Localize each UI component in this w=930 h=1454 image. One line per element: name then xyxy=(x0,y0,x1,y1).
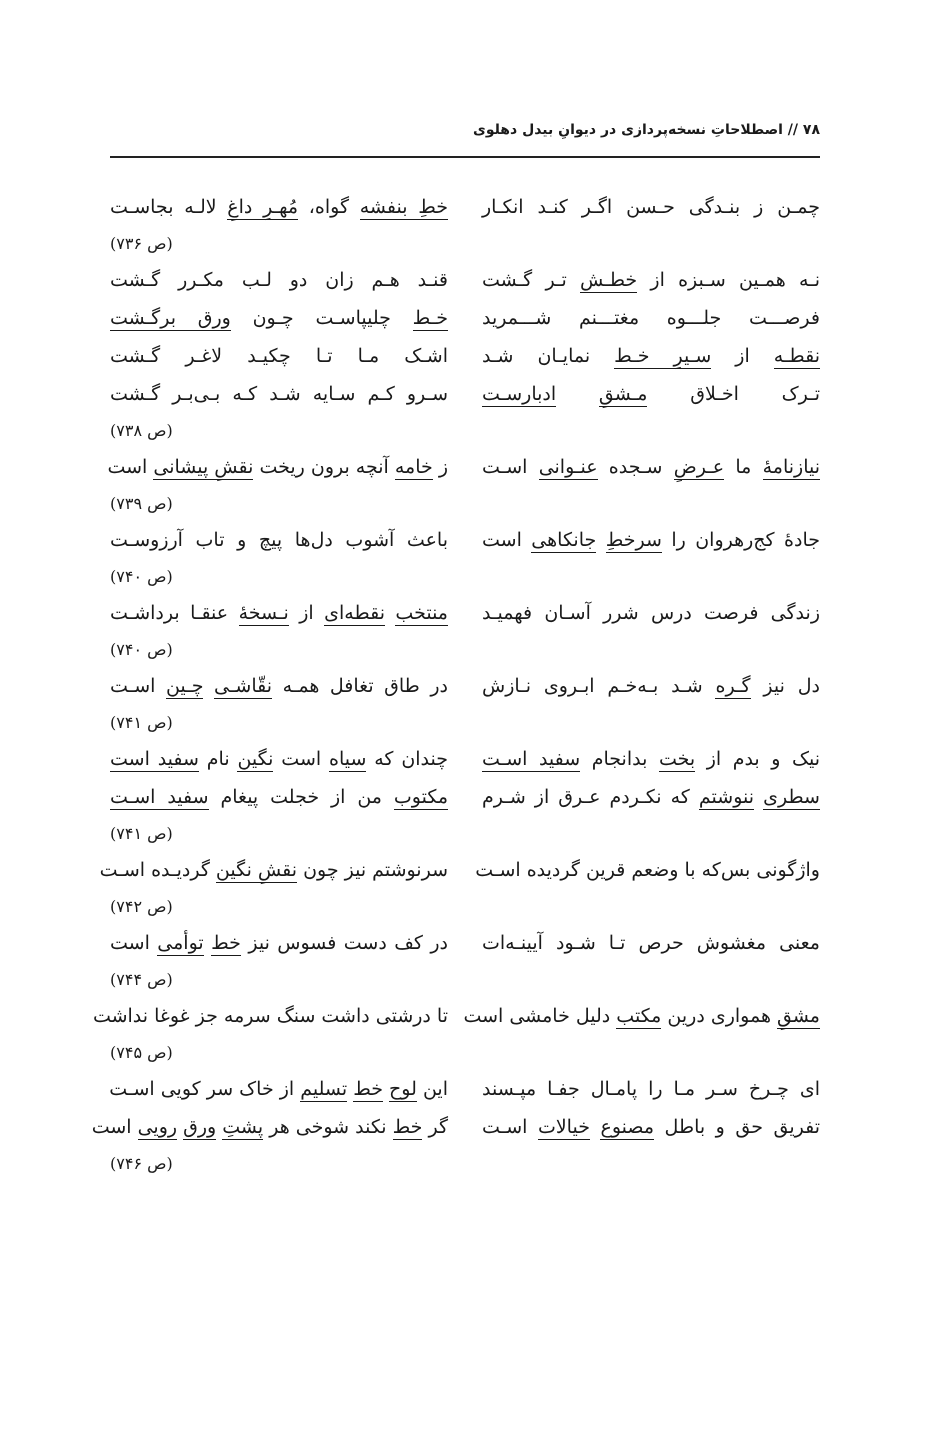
hemistich-second: سـرو کـم سـایه شـد کـه بـی‌بـر گـشت xyxy=(110,383,448,405)
underlined-term: خامه xyxy=(394,456,433,478)
citation-text: (ص ۷۴۱) xyxy=(110,713,173,732)
page-number: ۷۸ xyxy=(802,122,820,138)
citation-text: (ص ۷۴۰) xyxy=(110,567,173,586)
underlined-term: مـشقِ xyxy=(598,383,648,405)
hemistich-first: واژگونی بس‌که با وضعم قرین گردیده اسـت xyxy=(475,859,820,881)
underlined-term: رویی xyxy=(137,1116,178,1138)
underlined-term: نیازنامهٔ xyxy=(762,456,821,478)
hemistich-second: چندان که سیاه است نگین نام سفید است xyxy=(110,748,449,770)
underlined-term: سفید اسـت xyxy=(482,748,581,770)
citation-text: (ص ۷۳۶) xyxy=(110,234,173,253)
verse-row xyxy=(110,1072,820,1110)
underlined-term: لوح xyxy=(389,1078,417,1100)
verse-row xyxy=(92,999,820,1037)
underlined-term: چـین xyxy=(165,675,204,697)
verse-row xyxy=(110,669,820,707)
hemistich-first: چمـن ز بنـدگی حـسن اگـر کنـد انکـار xyxy=(482,196,820,218)
verse-row xyxy=(110,780,820,818)
underlined-term: ننوشتم xyxy=(698,786,755,808)
hemistich-first: دل نیز گـره شـد بـه‌خـم ابـروی نـازش xyxy=(482,675,820,697)
page-citation xyxy=(110,228,820,263)
hemistich-second: قنـد هـم زان دو لـب مکـرر گـشت xyxy=(110,269,448,291)
citation-text: (ص ۷۴۱) xyxy=(110,824,173,843)
underlined-term: خـط xyxy=(412,307,448,329)
underlined-term: ورق xyxy=(183,1116,217,1138)
page-header xyxy=(110,118,820,158)
underlined-term: مُهـرِ داغِ xyxy=(227,196,299,218)
hemistich-first: نـه همـین سـبزه از خطـش تـر گـشت xyxy=(482,269,821,291)
underlined-term: خطـش xyxy=(580,269,638,291)
hemistich-first: نیک و بدم از بخت بدانجام سفید اسـت xyxy=(482,748,820,770)
hemistich-first: مشقِ همواری درین مکتب دلیل خامشی است xyxy=(463,1005,820,1027)
hemistich-first: نقطـه از سـیرِ خـط نمایـان شـد xyxy=(482,345,820,367)
underlined-term: مشقِ xyxy=(777,1005,820,1027)
verse-row xyxy=(110,263,820,301)
underlined-term: منتخب xyxy=(395,602,448,624)
hemistich-first: تفریق حق و باطل مصنوع خیالات اسـت xyxy=(482,1116,820,1138)
poem-body xyxy=(91,190,821,1183)
hemistich-second: خـط چلیپاسـت چـون ورق برگـشت xyxy=(110,307,448,329)
citation-text: (ص ۷۴۶) xyxy=(110,1154,173,1173)
verse-row xyxy=(99,853,820,891)
hemistich-second: گر خط نکند شوخی هر پشتِ ورق رویی است xyxy=(91,1116,448,1138)
underlined-term: ادبارسـت xyxy=(482,383,557,405)
verse-row xyxy=(110,523,820,561)
verse-row xyxy=(110,301,820,339)
underlined-term: عنـوانی xyxy=(538,456,598,478)
hemistich-second: اشـک مـا تـا چکیـد لاغـر گـشت xyxy=(110,345,448,367)
underlined-term: مکتب xyxy=(616,1005,662,1027)
page-citation xyxy=(110,634,820,669)
underlined-term: نـسخهٔ xyxy=(238,602,289,624)
hemistich-second: در کف دست فسوس نیز خط توأمی است xyxy=(110,932,448,954)
verse-row xyxy=(110,596,820,634)
underlined-term: سـیرِ خـط xyxy=(614,345,712,367)
underlined-term: خط xyxy=(392,1116,423,1138)
page-citation xyxy=(110,561,820,596)
page-citation xyxy=(110,891,820,926)
underlined-term: نقطه‌ای xyxy=(324,602,385,624)
citation-text: (ص ۷۳۸) xyxy=(110,421,173,440)
underlined-term: بخت xyxy=(658,748,696,770)
hemistich-first: تـرک اخـلاق مـشقِ ادبارسـت xyxy=(482,383,820,405)
underlined-term: گـره xyxy=(715,675,751,697)
underlined-term: خیالات xyxy=(537,1116,590,1138)
verse-row xyxy=(110,377,820,415)
hemistich-first: زندگی فرصت درس شرر آسـان فهمیـد xyxy=(482,602,820,624)
page-citation xyxy=(110,1037,820,1072)
citation-text: (ص ۷۴۵) xyxy=(110,1043,173,1062)
hemistich-first: ای چـرخ سـر مـا را پامـال جفـا مپـسند xyxy=(482,1078,820,1100)
underlined-term: سیاه xyxy=(329,748,367,770)
verse-row xyxy=(110,742,820,780)
underlined-term: توأمی xyxy=(157,932,204,954)
hemistich-second: منتخب نقطه‌ای از نـسخهٔ عنقـا برداشـت xyxy=(110,602,448,624)
underlined-term: عـرضِ xyxy=(673,456,725,478)
verse-row xyxy=(91,1110,820,1148)
underlined-term: نقطـه xyxy=(773,345,820,367)
page-citation xyxy=(110,415,820,450)
underlined-term: خط xyxy=(353,1078,383,1100)
hemistich-second: مکتوب من از خجلت پیغام سفید اسـت xyxy=(110,786,448,808)
page-citation xyxy=(110,1148,820,1183)
underlined-term: نقشِ پیشانی xyxy=(153,456,254,478)
page-citation xyxy=(110,707,820,742)
underlined-term: مکتوب xyxy=(393,786,448,808)
citation-text: (ص ۷۴۰) xyxy=(110,640,173,659)
underlined-term: پشتِ xyxy=(222,1116,264,1138)
underlined-term: سطری xyxy=(763,786,820,808)
header-separator: // xyxy=(787,122,799,138)
hemistich-first: سطری ننوشتم که نکـردم عـرق از شـرم xyxy=(482,786,820,808)
hemistich-second: ز خامه آنچه برون ریخت نقشِ پیشانی است xyxy=(107,456,448,478)
page-citation xyxy=(110,488,820,523)
running-header xyxy=(473,122,820,138)
hemistich-second: این لوح خط تسلیم از خاک سر کویی اسـت xyxy=(109,1078,448,1100)
verse-row xyxy=(110,339,820,377)
hemistich-first: معنی مغشوش حرص تـا شـود آیینـه‌ات xyxy=(482,932,820,954)
hemistich-second: در طاق تغافل همـه نقّاشـی چـین اسـت xyxy=(110,675,448,697)
underlined-term: سرخطِ xyxy=(605,529,662,551)
underlined-term: ورق برگـشت xyxy=(110,307,231,329)
page-citation xyxy=(110,964,820,999)
underlined-term: سفید است xyxy=(110,748,199,770)
underlined-term: نقّاشـی xyxy=(214,675,273,697)
citation-text: (ص ۷۴۴) xyxy=(110,970,173,989)
hemistich-first: جادهٔ کج‌رهروان را سرخطِ جانکاهی است xyxy=(482,529,820,551)
citation-text: (ص ۷۴۲) xyxy=(110,897,173,916)
citation-text: (ص ۷۳۹) xyxy=(110,494,173,513)
hemistich-second: تا درشتی داشت سنگ سرمه جز غوغا نداشت xyxy=(92,1005,448,1027)
underlined-term: سفید اسـت xyxy=(110,786,209,808)
hemistich-second: سرنوشتم نیز چون نقشِ نگین گردیـده اسـت xyxy=(99,859,448,881)
header-title: اصطلاحاتِ نسخه‌پردازی در دیوانِ بیدل دهلوی xyxy=(472,122,783,138)
hemistich-second: باعث آشوب دل‌ها پیچ و تاب آرزوسـت xyxy=(110,529,448,551)
underlined-term: خطِ بنفشه xyxy=(359,196,448,218)
underlined-term: نگین xyxy=(237,748,274,770)
hemistich-first: نیازنامهٔ ما عـرضِ سـجده عنـوانی اسـت xyxy=(482,456,821,478)
underlined-term: نقشِ نگین xyxy=(215,859,298,881)
verse-row xyxy=(107,450,821,488)
page-citation xyxy=(110,818,820,853)
verse-row xyxy=(110,190,820,228)
underlined-term: خط xyxy=(211,932,241,954)
hemistich-second: خطِ بنفشه گواه، مُهـرِ داغِ لالـه بجاسـت xyxy=(110,196,448,218)
underlined-term: جانکاهی xyxy=(531,529,597,551)
verse-row xyxy=(110,926,820,964)
underlined-term: تسلیم xyxy=(300,1078,348,1100)
hemistich-first: فرصـــت جلـــوه مغتـــنم شـــمرید xyxy=(482,307,820,329)
underlined-term: مصنوع xyxy=(600,1116,655,1138)
